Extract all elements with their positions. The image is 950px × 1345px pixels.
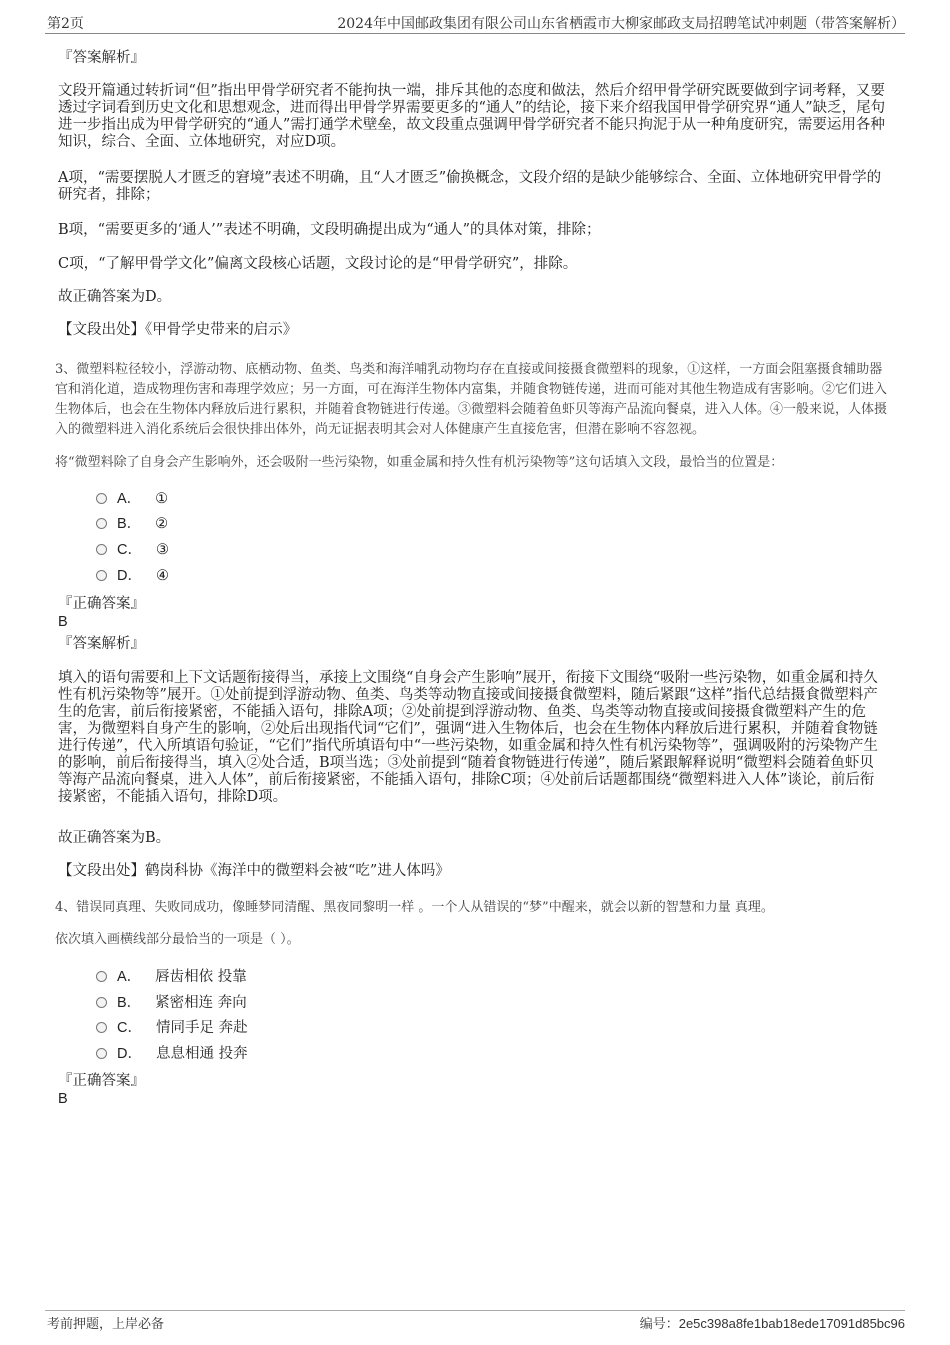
option-text: 唇齿相依 投靠 — [155, 969, 247, 985]
conclusion: 故正确答案为B。 — [58, 830, 171, 846]
correct-answer-label: 『正确答案』 — [58, 1073, 145, 1089]
option-text: ② — [155, 516, 169, 532]
page-number: 第2页 — [47, 16, 84, 32]
radio-icon[interactable] — [96, 1022, 107, 1033]
question-4-option-a[interactable] — [96, 968, 247, 986]
analysis-paragraph-4: C项，“了解甲骨学文化”偏离文段核心话题，文段讨论的是“甲骨学研究”，排除。 — [58, 256, 578, 272]
correct-answer: B — [58, 614, 68, 630]
header-divider — [45, 33, 905, 34]
option-letter: B． — [117, 516, 142, 532]
option-letter: D． — [117, 568, 142, 584]
question-3-stem: 3、微塑料粒径较小，浮游动物、底栖动物、鱼类、鸟类和海洋哺乳动物均存在直接或间接摄食微塑料的现象，①这样，一方面会阻塞摄食辅助器官和消化道，造成物理伤害和毒理学效应；另一方面，可在海洋生物体内富集，并随食物链传递，进而可能对其他生物造成有害影响。②它们进入生物体后，也会在生物体内释放后进行累积，并随着食物链进行传递。③微塑料会随着鱼虾贝等海产品流向餐桌，进入人体。④一般来说，人体摄入的微塑料进入消化系统后会很快排出体外，尚无证据表明其会对人体健康产生直接危害，但潜在影响不容忽视。 — [55, 362, 888, 437]
document-code-value: 2e5c398a8fe1bab18ede17091d85bc96 — [678, 1316, 905, 1331]
option-text: ① — [155, 491, 169, 507]
option-text: 情同手足 奔赴 — [155, 1020, 248, 1036]
option-text: 息息相通 投奔 — [155, 1046, 248, 1062]
radio-icon[interactable] — [96, 997, 107, 1008]
radio-icon[interactable] — [96, 1048, 107, 1059]
analysis-paragraph-3: B项，“需要更多的‘通人’”表述不明确，文段明确提出成为“通人”的具体对策，排除； — [58, 222, 601, 238]
option-letter: A． — [117, 969, 142, 985]
option-text: 紧密相连 奔向 — [155, 995, 247, 1011]
document-code — [640, 1313, 905, 1332]
analysis-label: 『答案解析』 — [58, 50, 145, 66]
option-letter: C． — [117, 542, 142, 558]
analysis-label: 『答案解析』 — [58, 636, 145, 652]
correct-answer: B — [58, 1091, 68, 1107]
option-letter: D． — [117, 1046, 142, 1062]
question-4-option-c[interactable] — [96, 1019, 248, 1037]
radio-icon[interactable] — [96, 544, 107, 555]
document-title: 2024年中国邮政集团有限公司山东省栖霞市大柳家邮政支局招聘笔试冲刺题（带答案解析） — [337, 16, 905, 32]
question-3-analysis: 填入的语句需要和上下文话题衔接得当，承接上文围绕“自身会产生影响”展开，衔接下文围绕“吸附一些污染物，如重金属和持久性有机污染物等”展开。①处前提到浮游动物、鱼类、鸟类等动物直接或间接摄食微塑料，随后紧跟“这样”指代总结摄食微塑料产生的危害，前后衔接紧密，不能插入语句，排除A项；②处前提到浮游动物、鱼类、鸟类等动物直接或间接摄食微塑料产生的危害，为微塑料自身产生的影响，②处后出现指代词“它们”，强调“进入生物体后，也会在生物体内释放后进行累积，并随着食物链进行传递”，代入所填语句验证，“它们”指代所填语句中“一些污染物，如重金属和持久性有机污染物等”，强调吸附的污染物产生的影响，前后衔接得当，填入②处合适，B项当选；③处前提到“随着食物链进行传递”，随后紧跟解释说明“微塑料会随着鱼虾贝等海产品流向餐桌，进入人体”，前后衔接紧密，不能插入语句，排除C项；④处前后话题都围绕“微塑料进入人体”谈论，前后衔接紧密，不能插入语句，排除D项。 — [58, 670, 879, 805]
source-citation: 【文段出处】鹤岗科协《海洋中的微塑料会被“吃”进人体吗》 — [58, 863, 450, 879]
radio-icon[interactable] — [96, 518, 107, 529]
option-letter: C． — [117, 1020, 142, 1036]
analysis-paragraph-1: 文段开篇通过转折词“但”指出甲骨学研究者不能拘执一端，排斥其他的态度和做法，然后介绍甲骨学研究既要做到字词考释，又要透过字词看到历史文化和思想观念，进而得出甲骨学界需要更多的“通人”的结论，接下来介绍我国甲骨学研究界“通人”缺乏，尾句进一步指出成为甲骨学研究的“通人”需打通学术壁垒，故文段重点强调甲骨学研究者不能只拘泥于从一种角度研究，需要运用各种知识，综合、全面、立体地研究，对应D项。 — [58, 83, 886, 150]
radio-icon[interactable] — [96, 971, 107, 982]
option-letter: A． — [117, 491, 142, 507]
question-3-option-d[interactable] — [96, 567, 169, 585]
question-4-stem: 4、错误同真理、失败同成功，像睡梦同清醒、黑夜同黎明一样 。一个人从错误的“梦”中醒来，就会以新的智慧和力量 真理。 — [55, 900, 774, 915]
radio-icon[interactable] — [96, 570, 107, 581]
analysis-paragraph-2: A项，“需要摆脱人才匮乏的窘境”表述不明确，且“人才匮乏”偷换概念，文段介绍的是缺少能够综合、全面、立体地研究甲骨学的研究者，排除； — [58, 170, 882, 203]
question-3-option-b[interactable] — [96, 515, 168, 533]
radio-icon[interactable] — [96, 493, 107, 504]
question-3-option-a[interactable] — [96, 490, 168, 508]
question-3-prompt: 将“微塑料除了自身会产生影响外，还会吸附一些污染物，如重金属和持久性有机污染物等”这句话填入文段，最恰当的位置是： — [55, 455, 784, 470]
conclusion: 故正确答案为D。 — [58, 289, 172, 305]
option-letter: B． — [117, 995, 142, 1011]
question-3-option-c[interactable] — [96, 541, 169, 559]
source-citation: 【文段出处】《甲骨学史带来的启示》 — [58, 322, 298, 338]
question-4-option-b[interactable] — [96, 994, 247, 1012]
question-4-option-d[interactable] — [96, 1045, 248, 1063]
document-code-label: 编号： — [639, 1317, 679, 1332]
option-text: ③ — [155, 542, 169, 558]
question-4-prompt: 依次填入画横线部分最恰当的一项是（ ）。 — [55, 932, 300, 947]
correct-answer-label: 『正确答案』 — [58, 596, 145, 612]
footer-slogan: 考前押题，上岸必备 — [47, 1317, 165, 1332]
option-text: ④ — [155, 568, 169, 584]
footer-divider — [45, 1310, 905, 1311]
